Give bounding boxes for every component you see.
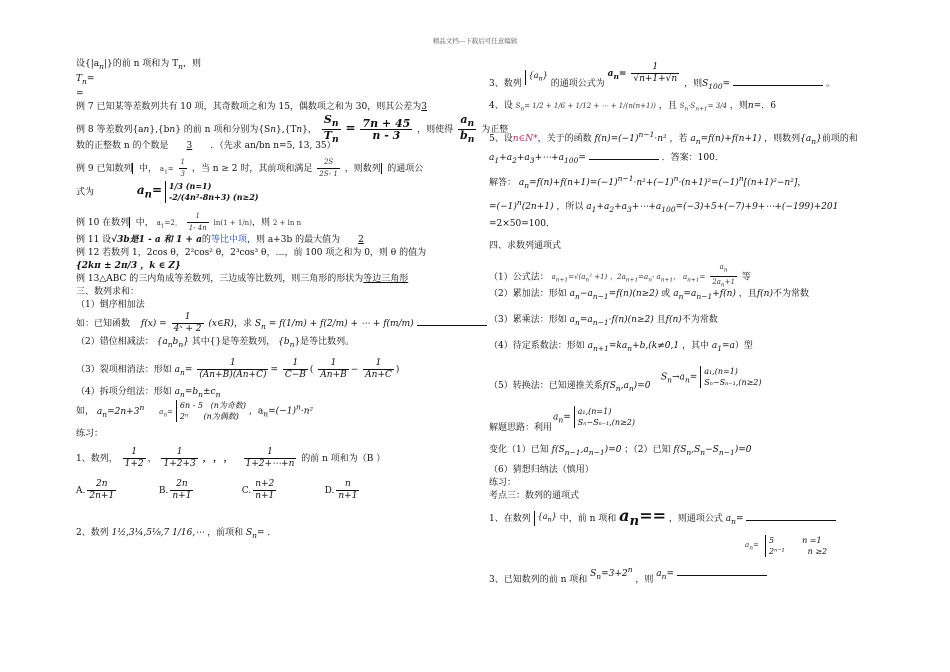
fraction-one-third: $\frac{1}{3}$: [180, 157, 186, 178]
variation: 变化（1）已知 $f(S_{n-1},a_{n-1})=0$ ；（2）已知 $f(S_n,S_n-S_{n-1})=0$: [489, 445, 752, 457]
example-10: 例 10 在数列 中， $a_1=2$， $\frac{1}{1- 4n}$ ln(1 + 1/n)，则 2 + ln n: [76, 211, 302, 232]
piecewise-an-split: 6n - 5 (n为奇数) 2ⁿ (n为偶数): [176, 400, 246, 422]
choice-c[interactable]: C. $\frac{n+2}{n+1}$: [241, 479, 275, 502]
topic-3-title: 考点三：数列的通项式: [489, 491, 580, 501]
line-eq: =: [76, 88, 84, 99]
piecewise-solution-idea: a₁,(n=1) Sₙ−Sₙ₋₁,(n≥2): [574, 406, 635, 428]
cumulative-sum-method: （2）累加法：形如 $a_n-a_{n-1}=f(n)(n\ge 2)$ 或 $a_n=a_{n-1}+f(n)$ ，且f(n)不为常数: [489, 289, 809, 301]
exercise-5: 5、设n∈N*，关于的函数 $f(n)=(-1)^{n-1}\cdot n^2$ ，若 $a_n=f(n)+f(n+1)$ ，则数列$\{a_n\}$前项的和: [489, 130, 858, 146]
exercise-5-sum: $a_1+a_2+a_3+\cdots+a_{100}=$ ．答案：100．: [489, 150, 889, 172]
line-tn: $T_n=$: [76, 73, 95, 86]
method-4: （4）拆项分组法：形如 $a_n=b_n\pm c_n$: [76, 386, 221, 399]
answer-blank-sum[interactable]: [589, 150, 659, 160]
method-4-example: 如， $a_n=2n+3^n$ $a_n=$ 6n - 5 (n为奇数) 2ⁿ (n为偶数) ，$a_n=(-1)^n\cdot n^2$: [76, 401, 314, 422]
answer-blank-general-term[interactable]: [746, 511, 836, 521]
example-11: 例 11 设√3b是1 - a 和 1 + a的等比中项，则 a+3b 的最大值为 2: [76, 234, 364, 245]
formula-method: （1）公式法： $a_{n+1}=√(a_n^2 +1)$ ，$2a_{n+1}=a_n-$ $a_{n+1}$， $a_{n+1}=$ $\frac{a_n}{2a_n+1}$ 等: [489, 263, 751, 289]
solution-idea: $a_n=$ a₁,(n=1) Sₙ−Sₙ₋₁,(n≥2) 解题思路：利用: [489, 407, 635, 433]
exercise-title-right: 练习：: [489, 478, 517, 488]
choice-a[interactable]: A. $\frac{2n}{2n+1}$: [76, 479, 115, 502]
exercise-title: 练习：: [76, 429, 104, 440]
left-column: [76, 58, 509, 542]
solution-line-3: =2×50=100．: [489, 219, 555, 229]
exercise-1-choices: [76, 479, 471, 507]
solution-line-1: 解答： $a_n=f(n)+f(n+1)=(-1)^{n-1}\cdot n^2+(-1)^n\cdot(n+1)^2=(-1)^n[(n+1)^2-n^2]$，: [489, 174, 807, 190]
piecewise-general-term: 5 n =1 2ⁿ⁻¹ n ≥2: [765, 535, 827, 557]
exercise-2: 2、数列 1½,3¼,5⅛,7 1/16,⋯ ，前项和 $S_n=$ ．: [76, 528, 277, 541]
example-8-cont: 数的正整数 n 的个数是 3 ．（先求 an/bn n=5, 13, 35）: [76, 140, 336, 151]
exercise-3: 3、数列 $\{a_n\}$ 的通项公式为 $a_n=$ $\frac{1}{√n+1+√n}$ ，则$S_{100}=$ 。: [489, 62, 835, 91]
piecewise-an: 1/3 (n=1) -2/(4n²-8n+3) (n≥2): [165, 181, 259, 203]
example-13: 例 13△ABC 的三内角成等差数列，三边成等比数列，则三角形的形状为等边三角形: [76, 273, 409, 284]
line-sum-abs: 设$\{|a_n|\}$的前 n 项和为 $T_n$，则: [76, 59, 201, 71]
answer-blank-s100[interactable]: [733, 76, 823, 86]
undetermined-coefficient-method: （4）待定系数法：形如 $a_{n+1}=ka_n+b,(k\ne 0,1$ ，其中 $a_1=a$）型: [489, 341, 753, 353]
method-1-example: 如：已知函数 f(x) = $\frac{1}{\text{4ˣ + 2}}$ (x∈R)，求 $S_n = f(1/m) + f(2/m)$ + ⋯ + f(m/m): [76, 312, 471, 336]
example-9-formula: 式为 $a_n=$ 1/3 (n=1) -2/(4n²-8n+3) (n≥2): [76, 180, 259, 202]
example-12: 例 12 若数列 1，2cos θ，2²cos² θ，2³cos³ θ，…，前 100 项之和为 0，则 θ 的值为: [76, 247, 427, 258]
right-exercise-1: 1、在数列 $\{a_n\}$ 中，前 n 项和 $a_n==$ ，则通项公式 $a_n=$: [489, 509, 889, 535]
cumulative-product-method: （3）累乘法：形如 $a_n=a_{n-1}\cdot f(n)(n\ge 2)$ 且f(n)不为常数: [489, 315, 718, 327]
exercise-1: 1、数列， $\frac{1}{1+2}$ ， $\frac{1}{1+2+3}$ ，，， $\frac{1}{1+2+\cdots+n}$ 的前 n 项和为（B ）: [76, 447, 386, 470]
page-header: 精品文档---下载后可任意编辑: [432, 37, 518, 45]
piecewise-conversion: a₁,(n=1) Sₙ−Sₙ₋₁,(n≥2): [700, 366, 761, 388]
example-12-answer: {2kπ ± 2π/3 ，k ∈ Z}: [76, 260, 181, 271]
solution-line-2: $=(-1)^n(2n+1)$ ，所以 $a_1+a_2+a_3+\cdots+a_{100}=(-3)+5+(-7)+9+\cdots+(-199)+201$: [489, 198, 839, 214]
choice-d[interactable]: D. $\frac{n}{n+1}$: [324, 479, 358, 502]
method-2: （2）错位相减法： $\{a_nb_n\}$ 其中{}是等差数列， $\{b_n\}$是等比数列。: [76, 336, 355, 349]
answer-blank-an[interactable]: [677, 566, 767, 576]
example-9: 例 9 已知数列 中， $a_1=$ $\frac{1}{3}$ ，当 n ≥ 2 时，其前项和满足 $\frac{2S}{2S- 1}$ ，则数列 的通项公: [76, 157, 424, 178]
example-8: 例 8 等差数列{an},{bn} 的前 n 项和分别为{Sn},{Tn}， $\frac{S_n}{T_n}$ = $\frac{7n + 45}{n - 3}$ ，则使得 $\frac{a_n}{b_n}$ 为正整: [76, 112, 509, 145]
choice-b[interactable]: B. $\frac{2n}{n+1}$: [158, 479, 192, 502]
right-exercise-3: 3、已知数列的前 n 项和 $S_n=3+2^n$ ，则 $a_n=$: [489, 563, 889, 587]
guess-induction: （6）猜想归纳法（慎用）: [489, 465, 594, 475]
section-4-title: 四、求数列通项式: [489, 241, 562, 251]
answer-blank[interactable]: [417, 316, 487, 326]
method-3: （3）裂项相消法：形如 $a_n=$ $\frac{1}{(An+B)(An+C)}$ = $\frac{1}{C-B}$ ( $\frac{1}{An+B}$ − $\frac{1}{An+C}$ ): [76, 357, 400, 380]
fraction-7n45: $\frac{7n + 45}{n - 3}$: [362, 116, 411, 142]
fraction-sn-tn: $\frac{S_n}{T_n}$: [323, 112, 339, 145]
fraction-an-bn: $\frac{a_n}{b_n}$: [460, 112, 475, 145]
example-7: 例 7 已知某等差数列共有 10 项，其奇数项之和为 15，偶数项之和为 30，则其公差为3: [76, 101, 427, 112]
method-reverse-add: （1）倒序相加法: [76, 299, 145, 310]
right-column: [489, 62, 889, 587]
piecewise-answer: $a_n=$ 5 n =1 2ⁿ⁻¹ n ≥2: [745, 536, 828, 556]
conversion-method: $S_n\to a_n=$ a₁,(n=1) Sₙ−Sₙ₋₁,(n≥2) （5）转换法：已知递推关系$f(S_n,a_n)=0$: [489, 367, 762, 393]
exercise-4: 4、设 $S_n= 1/2 + 1/6 + 1/12$ + ⋯ + 1/(n(n+1)) ，且 $S_n\cdot S_{n+1}= 3/4$ ，则n=．6: [489, 101, 776, 113]
fraction-sn-rel: $\frac{2S}{2S- 1}$: [319, 157, 338, 178]
section-3-title: 三、数列求和：: [76, 286, 140, 297]
